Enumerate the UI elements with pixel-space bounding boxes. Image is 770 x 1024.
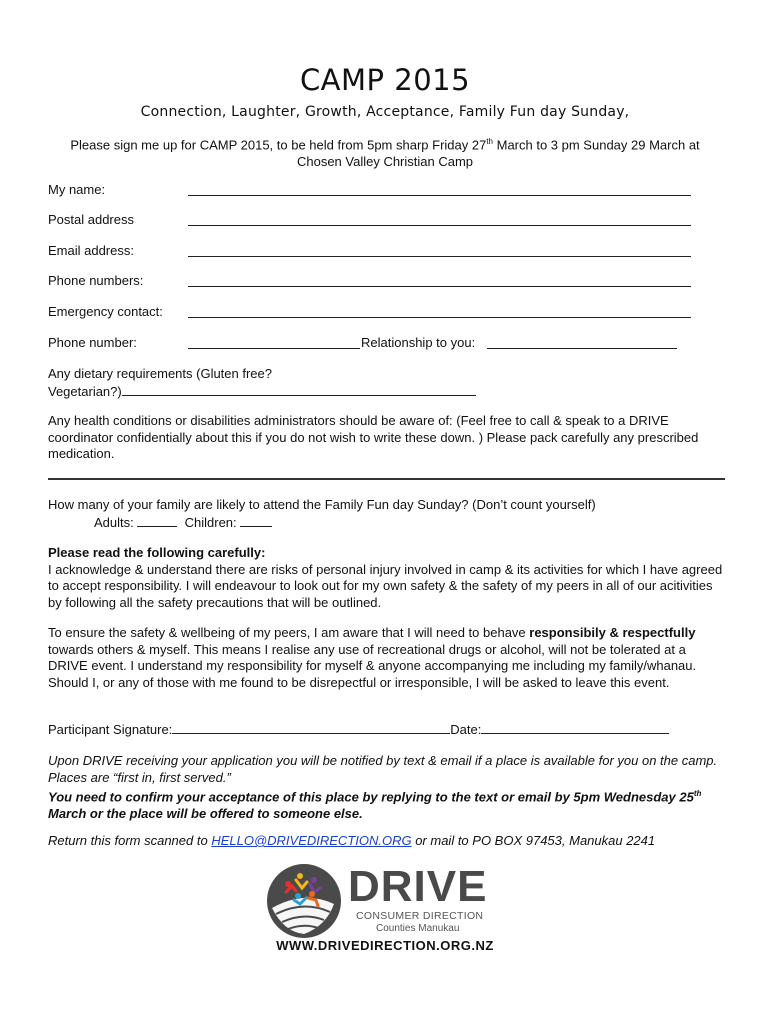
return-text-1: Return this form scanned to: [48, 833, 212, 848]
subtitle: Connection, Laughter, Growth, Acceptance, Family Fun day Sunday,: [140, 104, 630, 120]
signup-text-2: March to 3 pm Sunday 29 March at: [493, 137, 700, 153]
behaviour-section: [48, 625, 723, 691]
name-field: [48, 182, 698, 200]
return-text-2: or mail to PO BOX 97453, Manukau 2241: [411, 833, 656, 848]
dietary-section: [48, 366, 728, 400]
date-label: Date:: [450, 722, 482, 737]
date-input-line[interactable]: [481, 721, 669, 734]
notice-sup: th: [693, 789, 702, 798]
emergency-input-line[interactable]: [188, 317, 691, 318]
children-label: Children:: [184, 514, 237, 530]
phones-label: Phone numbers:: [48, 273, 144, 288]
name-label: My name:: [48, 182, 106, 197]
logo-region: Counties Manukau: [376, 923, 460, 934]
phone-relationship-row: [48, 335, 698, 353]
notice-italic: Upon DRIVE receiving your application you will be notified by text & email if a place is available for you on the camp. Places are “first in, first served.”: [48, 753, 718, 785]
children-input-line[interactable]: [240, 514, 272, 527]
behave-bold: responsibily & respectfully: [529, 625, 696, 640]
dietary-label-1: Any dietary requirements (Gluten free?: [48, 366, 272, 381]
name-input-line[interactable]: [188, 195, 691, 196]
notice-section: [48, 753, 728, 822]
phones-input-line[interactable]: [188, 286, 691, 287]
signup-sup: th: [486, 137, 493, 146]
email-input-line[interactable]: [188, 256, 691, 257]
adults-label: Adults:: [94, 514, 134, 530]
phone-number-input-line[interactable]: [188, 348, 360, 349]
adults-input-line[interactable]: [137, 514, 177, 527]
logo-tagline: CONSUMER DIRECTION: [356, 910, 484, 922]
read-body: I acknowledge & understand there are risks of personal injury involved in camp & its activities for which I have agreed to accept responsibility. I will endeavour to look out for my own safety & the safety of my peers in all of our acitivities by following all the safety precautions that will be outlined.: [48, 561, 723, 610]
relationship-label: Relationship to you:: [361, 335, 476, 350]
email-field: [48, 243, 698, 261]
emergency-label: Emergency contact:: [48, 304, 163, 319]
signup-statement: [40, 133, 730, 170]
signup-venue: Chosen Valley Christian Camp: [296, 154, 474, 170]
signup-text-1: Please sign me up for CAMP 2015, to be held from 5pm sharp Friday 27: [70, 137, 487, 153]
signature-input-line[interactable]: [172, 721, 450, 734]
read-carefully-section: [48, 545, 728, 611]
website-url[interactable]: WWW.DRIVEDIRECTION.ORG.NZ: [276, 938, 494, 953]
page-title: CAMP 2015: [299, 63, 471, 97]
dietary-label-2: Vegetarian?): [48, 383, 122, 399]
postal-input-line[interactable]: [188, 225, 691, 226]
family-section: [48, 497, 728, 531]
behave-text-1: To ensure the safety & wellbeing of my peers, I am aware that I will need to behave: [48, 625, 530, 640]
behave-text-2: towards others & myself. This means I realise any use of recreational drugs or alcohol, will not be tolerated at a DRIVE event. I understand my responsibility for myself & anyone accompanying me including my family/whanau. Should I, or any of those with me found to be disrepectful or irresponsible, I will be asked to leave this event.: [48, 641, 697, 690]
email-link[interactable]: HELLO@DRIVEDIRECTION.ORG: [211, 833, 412, 848]
signature-label: Participant Signature:: [48, 722, 173, 737]
family-question: How many of your family are likely to attend the Family Fun day Sunday? (Don’t count yourself): [48, 497, 596, 512]
read-heading: Please read the following carefully:: [48, 545, 266, 560]
phones-field: [48, 273, 698, 291]
signature-row: [48, 721, 728, 739]
health-conditions-text: Any health conditions or disabilities administrators should be aware of: (Feel free to call & speak to a DRIVE coordinator confidentially about this if you do not wish to write these down. ) Please pack carefully any prescribed medication.: [48, 413, 699, 461]
dietary-input-line[interactable]: [122, 383, 476, 396]
email-label: Email address:: [48, 243, 134, 258]
return-instructions: [48, 833, 728, 850]
postal-label: Postal address: [48, 212, 134, 227]
section-divider: [48, 478, 725, 480]
postal-field: [48, 212, 698, 230]
drive-logo: [266, 862, 496, 940]
phone-number-label: Phone number:: [48, 335, 137, 350]
notice-bold-1: You need to confirm your acceptance of this place by replying to the text or email by 5pm Wednesday 25: [48, 789, 694, 805]
notice-bold-2: March or the place will be offered to someone else.: [48, 805, 363, 821]
emergency-field: [48, 304, 698, 322]
relationship-input-line[interactable]: [487, 348, 677, 349]
logo-wordmark: DRIVE: [348, 862, 488, 911]
